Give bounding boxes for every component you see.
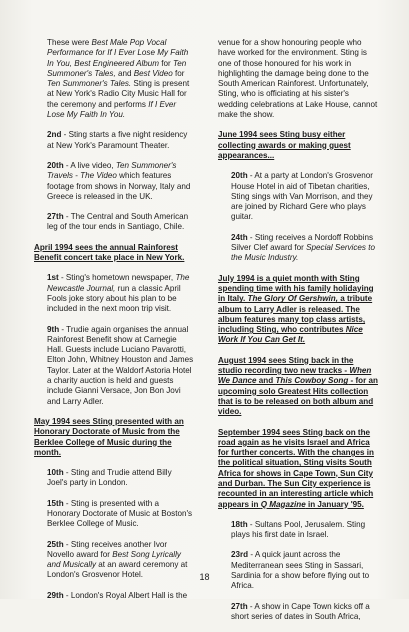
text-run: - London's Royal Albert Hall is the [63, 590, 188, 600]
month-paragraph [218, 428, 378, 510]
italic-title: Best Male Pop Vocal Performance for If I Ever Lose My Faith In You, Best Engineered Album [47, 38, 189, 68]
date-entry [34, 325, 194, 407]
date-entry [34, 468, 194, 489]
entry-date: 25th [47, 539, 64, 549]
text-run: - Sting and Trudie attend Billy Joel's party in London. [47, 468, 172, 488]
text-run: and [256, 376, 276, 386]
text-run: - Trudie again organises the annual Rainforest Benefit show at Carnegie Hall. Guests include Luciano Pavarotti, Elton John, Whitney Houston and James Taylor. Later at the Waldorf Astoria Hotel a charity auction is held and guests include Gianni Versace, Jon Bon Jovi and Larry Adler. [47, 324, 194, 406]
text-run: is a quiet month with Sting spending time with his family holidaying in Italy. [218, 273, 374, 304]
date-entry [218, 602, 378, 623]
text-run: Sting is present at New York's Radio City Music Hall for the ceremony and performs [47, 79, 190, 109]
entry-date: 10th [47, 468, 64, 478]
italic-title: Best Video [133, 68, 173, 78]
entry-date: 9th [47, 324, 60, 334]
entry-date: 1st [47, 273, 59, 283]
month-paragraph [218, 274, 378, 346]
italic-title: Ten Summoner's Travels - The Video [47, 160, 177, 181]
date-entry [218, 520, 378, 541]
text-run: - Sultans Pool, Jerusalem. Sting plays his first date in Israel. [231, 519, 366, 540]
text-run: for [159, 58, 173, 68]
date-entry [34, 273, 194, 314]
left-column [34, 38, 194, 611]
month-paragraph [34, 243, 194, 264]
text-run: venue for a show honouring people who have worked for the environment. Sting is one of those honoured for his work in highlighting the damage being done to the South American Rainforest. Unfortunately, Sting, who is officiating at his sister's wedding celebrations at Lake House, cannot make the show. [218, 38, 378, 120]
text-run: - Sting receives another Ivor Novello award for [47, 539, 168, 559]
entry-date: 20th [231, 171, 248, 181]
entry-date: 27th [47, 212, 64, 222]
month-heading: August 1994 [218, 355, 267, 365]
date-entry [218, 171, 378, 222]
text-run: at an award ceremony at London's Grosvenor Hotel. [47, 560, 188, 580]
italic-title: This Cowboy Song [275, 376, 349, 386]
italic-title: Q Magazine [260, 499, 306, 509]
italic-title: Best Song Lyrically and Musically [47, 549, 181, 570]
text-run: in January '95. [305, 499, 364, 509]
text-run: - At a party at London's Grosvenor House Hotel in aid of Tibetan charities, Sting sings with Van Morrison, and they are joined by Richard Gere who plays guitar. [231, 171, 373, 222]
entry-date: 20th [47, 160, 64, 170]
date-entry [34, 499, 194, 530]
month-paragraph [218, 356, 378, 418]
text-run: sees the annual Rainforest Benefit concert take place in New York. [34, 242, 185, 263]
entry-date: 29th [47, 590, 64, 600]
text-paragraph [218, 38, 378, 120]
text-run: These were [47, 38, 92, 47]
italic-title: The Newcastle Journal, [47, 273, 190, 293]
text-run: sees Sting presented with an Honorary Doctorate of Music from the Berklee College of Music during the month. [34, 416, 184, 457]
month-heading: September 1994 [218, 427, 281, 437]
text-run: - Sting is presented with a Honorary Doctorate of Music at Boston's Berklee College of Music. [47, 498, 193, 529]
date-entry [34, 591, 194, 601]
date-entry [218, 233, 378, 264]
text-run: - Sting starts a five night residency at New York's Paramount Theater. [47, 130, 188, 150]
date-entry [34, 212, 194, 233]
text-run: a tribute album to Larry Adler is released. The album features many top class artists, including Sting, who contributes [218, 294, 373, 335]
month-heading: April 1994 [34, 242, 73, 252]
text-run: run a classic April Fools joke story about his plan to be included in the next moon trip visit. [47, 283, 181, 314]
date-entry [34, 130, 194, 151]
month-paragraph [34, 417, 194, 458]
italic-title: The Glory Of Gershwin, [247, 294, 338, 304]
page-number: 18 [199, 572, 210, 582]
italic-title: Special Services to the Music Industry. [231, 243, 375, 263]
month-heading: July 1994 [218, 273, 255, 283]
italic-title: If I Ever Lose My Faith In You. [47, 99, 177, 120]
entry-date: 18th [231, 519, 248, 529]
text-run: sees Sting back on the road again as he visits Israel and Africa for further concerts. With the changes in the political situation, Sting visits South Africa for shows in Cape Town, Sun City and Durban. The Sun City experience is recounted in an interesting article which appears in [218, 427, 374, 509]
text-run: sees Sting back in the studio recording two new tracks - [218, 355, 354, 376]
text-run: - Sting receives a Nordoff Robbins Silver Clef award for [231, 232, 374, 253]
month-heading: June 1994 [218, 130, 258, 140]
text-paragraph [34, 38, 194, 120]
text-run: - A quick jaunt across the Mediterranean sees Sting in Sassari, Sardinia for a show before flying out to Africa. [231, 550, 370, 591]
entry-date: 2nd [47, 130, 62, 140]
italic-title: When We Dance [218, 366, 372, 386]
text-run: sees Sting busy either collecting awards or making guest appearances... [218, 130, 351, 160]
month-heading: May 1994 [34, 416, 70, 426]
entry-date: 15th [47, 498, 64, 508]
month-paragraph [218, 130, 378, 161]
date-entry [34, 161, 194, 202]
text-run: - Sting's hometown newspaper, [58, 273, 176, 283]
text-run: - for an upcoming solo Greatest Hits collection that is to be released on both album and video. [218, 376, 378, 417]
text-run: and [115, 68, 134, 78]
text-run: - A live video, [63, 160, 116, 170]
text-run: for [172, 68, 185, 78]
text-run: - The Central and South American leg of the tour ends in Santiago, Chile. [47, 212, 189, 232]
entry-date: 24th [231, 232, 248, 242]
text-run: - A show in Cape Town kicks off a short series of dates in South Africa, [231, 601, 370, 621]
right-column [218, 38, 378, 632]
italic-title: Ten Summoner's Tales, [47, 58, 187, 78]
italic-title: Nice Work If You Can Get It. [218, 325, 363, 345]
italic-title: Ten Summoner's Tales. [47, 79, 132, 89]
entry-date: 27th [231, 601, 248, 611]
text-run: which features footage from shows in Norway, Italy and Greece is released in the UK. [47, 171, 191, 201]
entry-date: 23rd [231, 550, 249, 560]
